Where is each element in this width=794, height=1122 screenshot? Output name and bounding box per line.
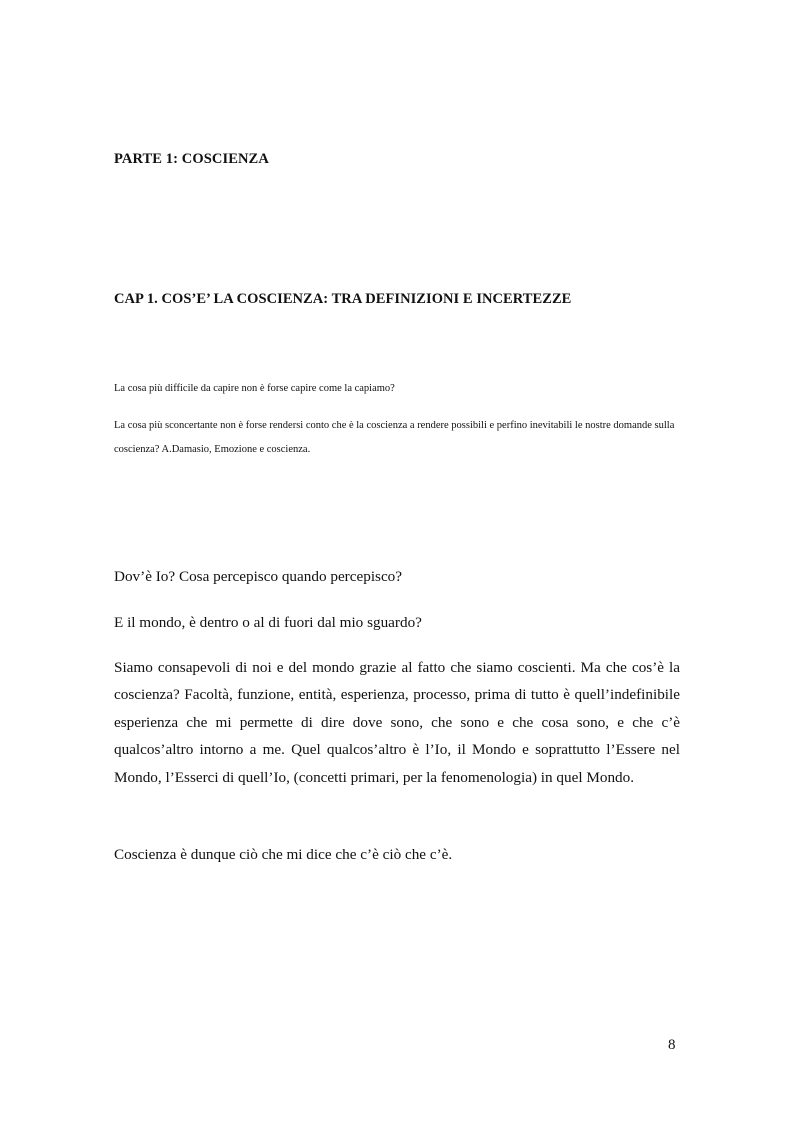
body-paragraph: Siamo consapevoli di noi e del mondo grazie al fatto che siamo coscienti. Ma che cos’è la coscienza? Facoltà, funzione, entità, esperienza, processo, prima di tutto è quell’indefinibile esperienza che mi permette di dire dove sono, che sono e che cosa sono, e che c’è qualcos’altro intorno a me. Quel qualcos’altro è l’Io, il Mondo e soprattutto l’Essere nel Mondo, l’Esserci di quell’Io, (concetti primari, per la fenomenologia) in quel Mondo. bbox=[114, 659, 680, 786]
page-number: 8 bbox=[668, 1037, 676, 1053]
body-paragraph: E il mondo, è dentro o al di fuori dal mio sguardo? bbox=[114, 614, 422, 631]
epigraph-quote: La cosa più sconcertante non è forse rendersi conto che è la coscienza a rendere possibili e perfino inevitabili le nostre domande sulla coscienza? A.Damasio, Emozione e coscienza. bbox=[114, 420, 675, 455]
chapter-title: CAP 1. COS’E’ LA COSCIENZA: TRA DEFINIZIONI E INCERTEZZE bbox=[114, 291, 572, 307]
body-paragraph: Coscienza è dunque ciò che mi dice che c’è ciò che c’è. bbox=[114, 846, 453, 863]
part-title: PARTE 1: COSCIENZA bbox=[114, 151, 269, 167]
body-paragraph: Dov’è Io? Cosa percepisco quando percepisco? bbox=[114, 568, 403, 585]
epigraph-line: La cosa più difficile da capire non è forse capire come la capiamo? bbox=[114, 383, 395, 394]
